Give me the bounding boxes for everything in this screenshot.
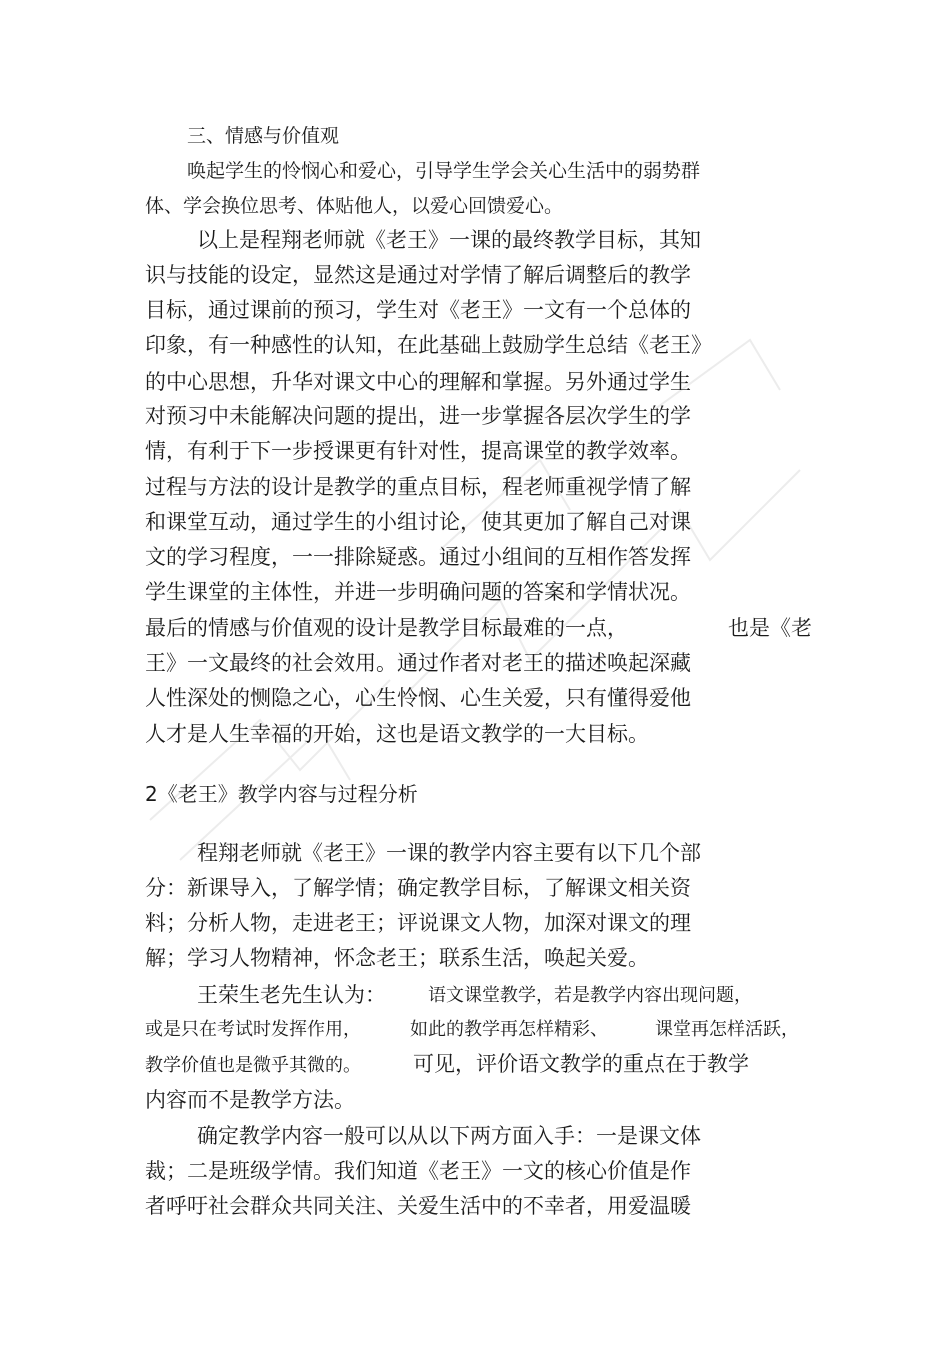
paragraph-line: 确定教学内容一般可以从以下两方面入手：一是课文体 (197, 1124, 701, 1148)
paragraph-line: 内容而不是教学方法。 (145, 1088, 355, 1112)
paragraph-line: 和课堂互动，通过学生的小组讨论，使其更加了解自己对课 (145, 510, 691, 534)
section-heading: 2《老王》教学内容与过程分析 (145, 782, 418, 806)
paragraph-line: 裁；二是班级学情。我们知道《老王》一文的核心价值是作 (145, 1159, 691, 1183)
paragraph-line: 情，有利于下一步授课更有针对性，提高课堂的教学效率。 (145, 439, 691, 463)
paragraph-line: 过程与方法的设计是教学的重点目标，程老师重视学情了解 (145, 475, 691, 499)
paragraph-line: 文的学习程度，一一排除疑惑。通过小组间的互相作答发挥 (145, 545, 691, 569)
paragraph-line: 也是《老 (728, 616, 812, 640)
paragraph-line: 的中心思想，升华对课文中心的理解和掌握。另外通过学生 (145, 370, 691, 394)
paragraph-line: 解；学习人物精神，怀念老王；联系生活，唤起关爱。 (145, 946, 649, 970)
paragraph-line: 最后的情感与价值观的设计是教学目标最难的一点， (145, 616, 628, 640)
paragraph-line: 可见，评价语文教学的重点在于教学 (413, 1052, 749, 1076)
paragraph-line: 识与技能的设定，显然这是通过对学情了解后调整后的教学 (145, 263, 691, 287)
paragraph-line: 或是只在考试时发挥作用， (145, 1019, 361, 1040)
paragraph-line: 语文课堂教学，若是教学内容出现问题， (428, 985, 752, 1006)
paragraph-line: 目标，通过课前的预习，学生对《老王》一文有一个总体的 (145, 298, 691, 322)
paragraph-line: 人性深处的恻隐之心，心生怜悯、心生关爱，只有懂得爱他 (145, 686, 691, 710)
paragraph-line: 体、学会换位思考、体贴他人，以爱心回馈爱心。 (145, 195, 564, 217)
paragraph-line: 王》一文最终的社会效用。通过作者对老王的描述唤起深藏 (145, 651, 691, 675)
paragraph-line: 以上是程翔老师就《老王》一课的最终教学目标，其知 (197, 228, 701, 252)
paragraph-line: 学生课堂的主体性，并进一步明确问题的答案和学情状况。 (145, 580, 691, 604)
paragraph-line: 分：新课导入，了解学情；确定教学目标，了解课文相关资 (145, 876, 691, 900)
paragraph-line: 程翔老师就《老王》一课的教学内容主要有以下几个部 (197, 841, 701, 865)
section-heading: 三、情感与价值观 (187, 125, 340, 147)
paragraph-line: 人才是人生幸福的开始，这也是语文教学的一大目标。 (145, 722, 649, 746)
paragraph-line: 印象，有一种感性的认知，在此基础上鼓励学生总结《老王》 (145, 333, 712, 357)
paragraph-line: 对预习中未能解决问题的提出，进一步掌握各层次学生的学 (145, 404, 691, 428)
paragraph-line: 教学价值也是微乎其微的。 (145, 1055, 361, 1076)
paragraph-line: 料；分析人物，走进老王；评说课文人物，加深对课文的理 (145, 911, 691, 935)
paragraph-line: 如此的教学再怎样精彩、 (410, 1019, 608, 1040)
paragraph-line: 课堂再怎样活跃， (655, 1019, 799, 1040)
paragraph-line: 唤起学生的怜悯心和爱心，引导学生学会关心生活中的弱势群 (187, 160, 701, 182)
paragraph-line: 王荣生老先生认为： (197, 983, 386, 1007)
paragraph-line: 者呼吁社会群众共同关注、关爱生活中的不幸者，用爱温暖 (145, 1194, 691, 1218)
